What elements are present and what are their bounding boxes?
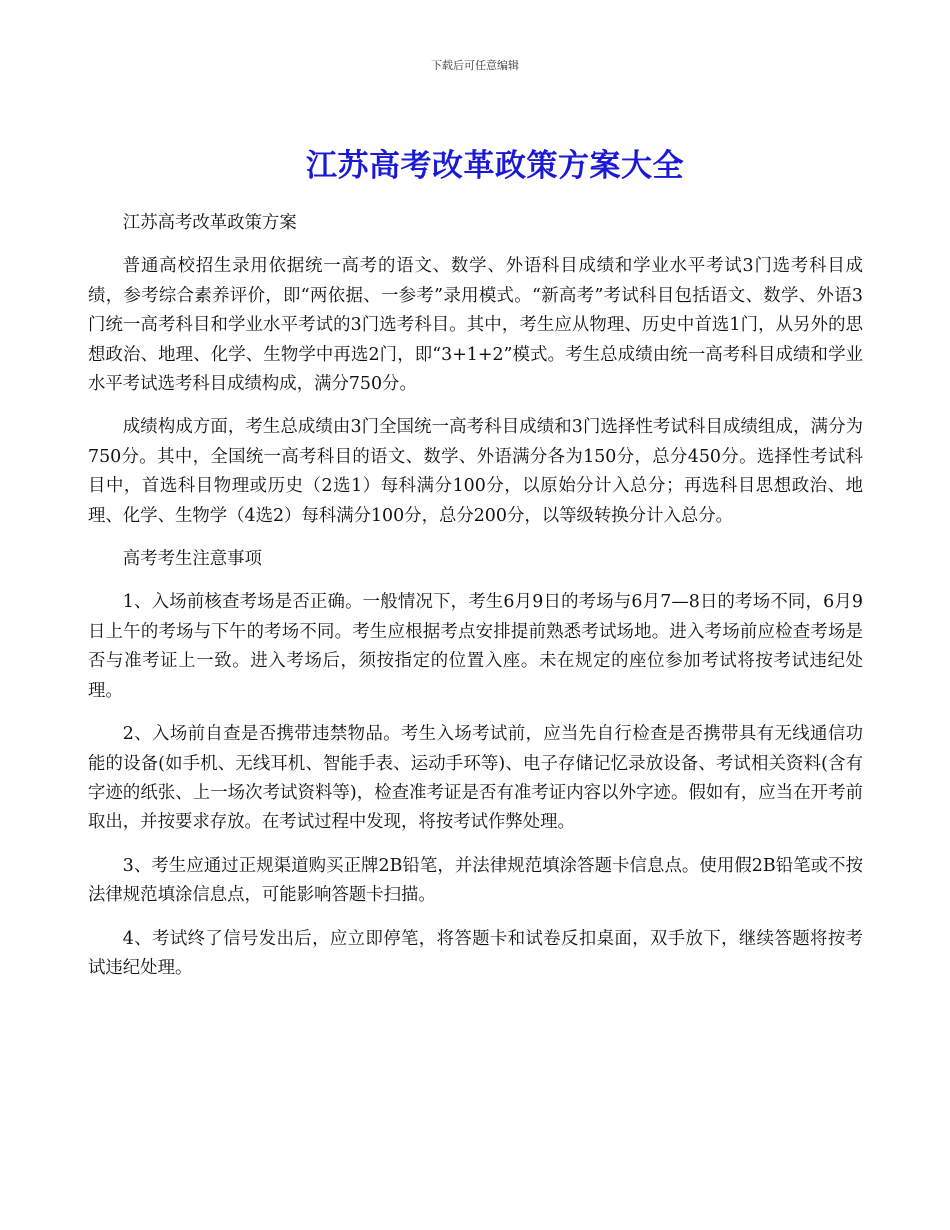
paragraph-note-1: 1、入场前核查考场是否正确。一般情况下，考生6月9日的考场与6月7—8日的考场不同，6月9日上午的考场与下午的考场不同。考生应根据考点安排提前熟悉考试场地。进入考场前应检查考场是否与准考证上一致。进入考场后，须按指定的位置入座。未在规定的座位参加考试将按考试违纪处理。	[88, 592, 863, 701]
paragraph-score-composition: 成绩构成方面，考生总成绩由3门全国统一高考科目成绩和3门选择性考试科目成绩组成，满分为750分。其中，全国统一高考科目的语文、数学、外语满分各为150分，总分450分。选择性考试科目中，首选科目物理或历史（2选1）每科满分100分，以原始分计入总分；再选科目思想政治、地理、化学、生物学（4选2）每科满分100分，总分200分，以等级转换分计入总分。	[88, 417, 863, 526]
section-heading-policy: 江苏高考改革政策方案	[122, 213, 297, 233]
document-body	[88, 209, 863, 997]
header-note: 下载后可任意编辑	[431, 59, 519, 72]
paragraph-note-3: 3、考生应通过正规渠道购买正牌2B铅笔，并法律规范填涂答题卡信息点。使用假2B铅笔或不按法律规范填涂信息点，可能影响答题卡扫描。	[88, 855, 863, 906]
paragraph-note-4: 4、考试终了信号发出后，应立即停笔，将答题卡和试卷反扣桌面，双手放下，继续答题将按考试违纪处理。	[88, 928, 863, 978]
document-title: 江苏高考改革政策方案大全	[306, 148, 684, 184]
paragraph-admission-model: 普通高校招生录用依据统一高考的语文、数学、外语科目成绩和学业水平考试3门选考科目成绩，参考综合素养评价，即“两依据、一参考”录用模式。“新高考”考试科目包括语文、数学、外语3门统一高考科目和学业水平考试的3门选考科目。其中，考生应从物理、历史中首选1门，从另外的思想政治、地理、化学、生物学中再选2门，即“3+1+2”模式。考生总成绩由统一高考科目成绩和学业水平考试选考科目成绩构成，满分750分。	[88, 256, 863, 395]
paragraph-note-2: 2、入场前自查是否携带违禁物品。考生入场考试前，应当先自行检查是否携带具有无线通信功能的设备(如手机、无线耳机、智能手表、运动手环等)、电子存储记忆录放设备、考试相关资料(含有字迹的纸张、上一场次考试资料等)，检查准考证是否有准考证内容以外字迹。假如有，应当在开考前取出，并按要求存放。在考试过程中发现，将按考试作弊处理。	[88, 724, 863, 833]
section-heading-notes: 高考考生注意事项	[122, 549, 262, 570]
